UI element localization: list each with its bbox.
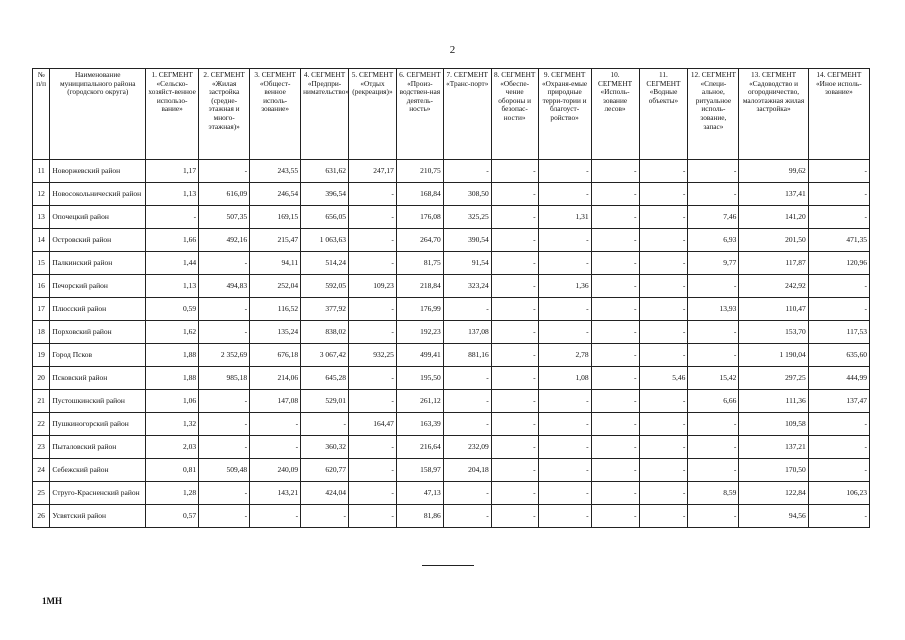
segment-value: - [688,160,739,183]
land-segment-table [32,68,870,528]
segment-value: - [491,482,538,505]
segment-value: - [538,390,591,413]
segment-value: 0,57 [146,505,199,528]
segment-value: - [591,252,639,275]
row-number: 13 [33,206,50,229]
segment-value: - [443,160,491,183]
segment-value: - [250,413,301,436]
row-number: 16 [33,275,50,298]
segment-value: 2,78 [538,344,591,367]
segment-value: 5,46 [639,367,688,390]
column-header: 4. СЕГМЕНТ «Предпри-нимательство» [301,69,349,160]
column-header: 5. СЕГМЕНТ «Отдых (рекреация)» [349,69,397,160]
segment-value: - [808,275,869,298]
segment-value: - [591,482,639,505]
segment-value: 494,83 [199,275,250,298]
segment-value: - [491,367,538,390]
segment-value: 2 352,69 [199,344,250,367]
segment-value: 163,39 [396,413,443,436]
segment-value: - [146,206,199,229]
segment-value: - [639,459,688,482]
segment-value: 91,54 [443,252,491,275]
segment-value: - [491,459,538,482]
table-row [33,436,870,459]
segment-value: 246,54 [250,183,301,206]
segment-value: 1,17 [146,160,199,183]
segment-value: 1,28 [146,482,199,505]
table-row [33,459,870,482]
segment-value: - [491,298,538,321]
segment-value: - [349,482,397,505]
segment-value: 1,08 [538,367,591,390]
segment-value: - [349,390,397,413]
segment-value: 631,62 [301,160,349,183]
column-header: 1. СЕГМЕНТ «Сельско-хозяйст-венное использо-вание» [146,69,199,160]
segment-value: 881,16 [443,344,491,367]
segment-value: - [443,367,491,390]
segment-value: - [443,505,491,528]
segment-value: - [199,298,250,321]
segment-value: - [639,390,688,413]
segment-value: 137,47 [808,390,869,413]
table-row [33,252,870,275]
segment-value: - [591,206,639,229]
segment-value: - [349,183,397,206]
segment-value: - [688,505,739,528]
segment-value: - [591,390,639,413]
column-header: 13. СЕГМЕНТ «Садоводство и огородничество, малоэтажная жилая застройка» [739,69,808,160]
segment-value: 99,62 [739,160,808,183]
segment-value: - [688,436,739,459]
segment-value: 529,01 [301,390,349,413]
segment-value: - [491,390,538,413]
segment-value: 592,05 [301,275,349,298]
column-header: 3. СЕГМЕНТ «Общест-венное исполь-зование» [250,69,301,160]
segment-value: - [639,321,688,344]
segment-value: 264,70 [396,229,443,252]
segment-value: - [591,275,639,298]
segment-value: - [301,505,349,528]
segment-value: - [349,252,397,275]
row-number: 23 [33,436,50,459]
segment-value: 377,92 [301,298,349,321]
segment-value: - [491,160,538,183]
segment-value: - [639,206,688,229]
segment-value: 247,17 [349,160,397,183]
table-row [33,160,870,183]
district-name: Псковский район [50,367,146,390]
row-number: 17 [33,298,50,321]
footer-divider [422,565,474,566]
table-row [33,390,870,413]
district-name: Пыталовский район [50,436,146,459]
column-header: 9. СЕГМЕНТ «Охраня-емые природные терри-тории и благоуст-ройство» [538,69,591,160]
segment-value: 1 063,63 [301,229,349,252]
column-header: 10. СЕГМЕНТ «Исполь-зование лесов» [591,69,639,160]
table-row [33,183,870,206]
segment-value: - [808,436,869,459]
segment-value: 1,44 [146,252,199,275]
segment-value: 3 067,42 [301,344,349,367]
segment-value: - [591,321,639,344]
column-header: № п/п [33,69,50,160]
segment-value: 1,32 [146,413,199,436]
segment-value: 1 190,04 [739,344,808,367]
district-name: Островский район [50,229,146,252]
segment-value: 111,36 [739,390,808,413]
segment-value: - [808,459,869,482]
column-header: 2. СЕГМЕНТ «Жилая застройка (средне-этажная и много-этажная)» [199,69,250,160]
column-header: 6. СЕГМЕНТ «Произ-водствен-ная деятель-ность» [396,69,443,160]
segment-value: - [808,183,869,206]
district-name: Порховский район [50,321,146,344]
segment-value: 176,99 [396,298,443,321]
segment-value: 985,18 [199,367,250,390]
segment-value: 110,47 [739,298,808,321]
segment-value: 325,25 [443,206,491,229]
segment-value: 164,47 [349,413,397,436]
column-header: 11. СЕГМЕНТ «Водные объекты» [639,69,688,160]
segment-value: 232,09 [443,436,491,459]
segment-value: 141,20 [739,206,808,229]
segment-value: - [538,298,591,321]
segment-value: 117,87 [739,252,808,275]
segment-value: 120,96 [808,252,869,275]
segment-value: 1,62 [146,321,199,344]
segment-value: 424,04 [301,482,349,505]
segment-value: 242,92 [739,275,808,298]
district-name: Печорский район [50,275,146,298]
segment-value: 444,99 [808,367,869,390]
segment-value: - [199,413,250,436]
table-row [33,229,870,252]
segment-value: 210,75 [396,160,443,183]
segment-value: - [443,298,491,321]
district-name: Город Псков [50,344,146,367]
segment-value: - [591,229,639,252]
segment-value: - [301,413,349,436]
segment-value: - [349,206,397,229]
row-number: 19 [33,344,50,367]
segment-value: - [199,482,250,505]
segment-value: 176,08 [396,206,443,229]
segment-value: 214,06 [250,367,301,390]
segment-value: - [538,252,591,275]
segment-value: 143,21 [250,482,301,505]
segment-value: - [688,275,739,298]
segment-value: - [349,367,397,390]
segment-value: 81,86 [396,505,443,528]
segment-value: - [443,390,491,413]
segment-value: - [199,505,250,528]
segment-value: 170,50 [739,459,808,482]
row-number: 26 [33,505,50,528]
district-name: Усвятский район [50,505,146,528]
segment-value: 109,58 [739,413,808,436]
segment-value: - [591,505,639,528]
segment-value: 158,97 [396,459,443,482]
segment-value: 7,46 [688,206,739,229]
segment-value: - [538,505,591,528]
segment-value: - [808,298,869,321]
district-name: Опочецкий район [50,206,146,229]
row-number: 22 [33,413,50,436]
row-number: 21 [33,390,50,413]
district-name: Струго-Красненский район [50,482,146,505]
segment-value: 252,04 [250,275,301,298]
segment-value: 1,88 [146,367,199,390]
segment-value: 153,70 [739,321,808,344]
segment-value: 8,59 [688,482,739,505]
segment-value: - [591,367,639,390]
segment-value: 6,66 [688,390,739,413]
segment-value: - [538,459,591,482]
segment-value: 243,55 [250,160,301,183]
segment-value: 215,47 [250,229,301,252]
segment-value: - [591,183,639,206]
segment-value: - [491,229,538,252]
segment-value: 297,25 [739,367,808,390]
segment-value: 135,24 [250,321,301,344]
segment-value: 932,25 [349,344,397,367]
column-header: 14. СЕГМЕНТ «Иное исполь-зование» [808,69,869,160]
segment-value: 1,06 [146,390,199,413]
segment-value: 396,54 [301,183,349,206]
segment-value: 6,93 [688,229,739,252]
row-number: 24 [33,459,50,482]
segment-value: - [199,390,250,413]
segment-value: - [591,413,639,436]
segment-value: 1,66 [146,229,199,252]
segment-value: 635,60 [808,344,869,367]
segment-value: 0,59 [146,298,199,321]
segment-value: - [591,436,639,459]
segment-value: - [591,344,639,367]
segment-value: - [538,482,591,505]
row-number: 14 [33,229,50,252]
table-row [33,321,870,344]
segment-value: 471,35 [808,229,869,252]
segment-value: - [808,413,869,436]
segment-value: 240,09 [250,459,301,482]
segment-value: - [639,252,688,275]
row-number: 15 [33,252,50,275]
segment-value: - [808,160,869,183]
segment-value: - [443,482,491,505]
segment-value: - [639,298,688,321]
segment-value: - [639,505,688,528]
segment-value: - [639,229,688,252]
column-header: 7. СЕГМЕНТ «Транс-порт» [443,69,491,160]
segment-value: 47,13 [396,482,443,505]
segment-value: - [688,344,739,367]
segment-value: - [538,183,591,206]
segment-value: 109,23 [349,275,397,298]
segment-value: - [349,436,397,459]
segment-value: - [491,275,538,298]
row-number: 12 [33,183,50,206]
segment-value: 9,77 [688,252,739,275]
segment-value: 514,24 [301,252,349,275]
table-body [33,160,870,528]
district-name: Себежский район [50,459,146,482]
segment-value: - [443,413,491,436]
segment-value: 94,11 [250,252,301,275]
segment-value: - [639,413,688,436]
segment-value: 676,18 [250,344,301,367]
segment-value: 116,52 [250,298,301,321]
segment-value: - [199,436,250,459]
segment-value: 323,24 [443,275,491,298]
table-row [33,413,870,436]
segment-value: 507,35 [199,206,250,229]
segment-value: - [491,436,538,459]
segment-value: - [591,298,639,321]
segment-value: - [199,321,250,344]
segment-value: 137,21 [739,436,808,459]
table-row [33,367,870,390]
segment-value: - [639,183,688,206]
segment-value: 13,93 [688,298,739,321]
page-number: 2 [449,44,456,56]
segment-value: 218,84 [396,275,443,298]
segment-value: 137,41 [739,183,808,206]
segment-value: - [639,436,688,459]
segment-value: - [808,206,869,229]
segment-value: - [349,321,397,344]
segment-value: 2,03 [146,436,199,459]
table-row [33,344,870,367]
segment-value: - [688,183,739,206]
segment-value: 81,75 [396,252,443,275]
segment-value: 620,77 [301,459,349,482]
footer-code: 1МН [42,596,62,606]
segment-value: 1,13 [146,275,199,298]
segment-value: 122,84 [739,482,808,505]
segment-value: 492,16 [199,229,250,252]
table-row [33,206,870,229]
row-number: 18 [33,321,50,344]
segment-value: 360,32 [301,436,349,459]
segment-value: 308,50 [443,183,491,206]
column-header: Наименование муниципального района (городского округа) [50,69,146,160]
segment-value: - [491,413,538,436]
segment-value: - [639,275,688,298]
segment-value: - [250,436,301,459]
segment-value: - [199,252,250,275]
segment-value: - [250,505,301,528]
segment-value: 204,18 [443,459,491,482]
segment-value: - [538,229,591,252]
segment-value: - [349,298,397,321]
segment-value: 201,50 [739,229,808,252]
table-row [33,505,870,528]
segment-value: - [688,321,739,344]
row-number: 25 [33,482,50,505]
row-number: 11 [33,160,50,183]
table-row [33,298,870,321]
segment-value: 147,08 [250,390,301,413]
segment-value: 1,31 [538,206,591,229]
segment-value: - [688,459,739,482]
segment-value: - [199,160,250,183]
segment-value: 216,64 [396,436,443,459]
segment-value: - [591,459,639,482]
segment-value: - [688,413,739,436]
segment-value: - [639,160,688,183]
segment-value: - [591,160,639,183]
district-name: Новосокольнический район [50,183,146,206]
segment-value: 0,81 [146,459,199,482]
segment-value: - [538,436,591,459]
column-header: 12. СЕГМЕНТ «Специ-альное, ритуальное исполь-зование, запас» [688,69,739,160]
segment-value: 261,12 [396,390,443,413]
segment-value: - [349,505,397,528]
segment-value: 1,36 [538,275,591,298]
segment-value: - [639,482,688,505]
segment-value: 168,84 [396,183,443,206]
segment-value: 390,54 [443,229,491,252]
segment-value: - [491,252,538,275]
row-number: 20 [33,367,50,390]
segment-value: - [538,321,591,344]
segment-value: - [491,206,538,229]
district-name: Пустошкинский район [50,390,146,413]
column-header: 8. СЕГМЕНТ «Обеспе-чение обороны и безопас-ности» [491,69,538,160]
district-name: Плюсский район [50,298,146,321]
segment-value: - [349,459,397,482]
segment-value: - [639,344,688,367]
table-row [33,482,870,505]
segment-value: 137,08 [443,321,491,344]
segment-value: - [538,413,591,436]
segment-value: - [808,505,869,528]
segment-value: 1,88 [146,344,199,367]
district-name: Пушкиногорский район [50,413,146,436]
segment-value: 169,15 [250,206,301,229]
segment-value: 94,56 [739,505,808,528]
segment-value: - [491,505,538,528]
segment-value: 499,41 [396,344,443,367]
segment-value: - [538,160,591,183]
segment-value: - [349,229,397,252]
segment-value: - [491,344,538,367]
table-header-row [33,69,870,160]
district-name: Новоржевский район [50,160,146,183]
segment-value: 1,13 [146,183,199,206]
segment-value: 509,48 [199,459,250,482]
segment-value: 192,23 [396,321,443,344]
segment-value: 838,02 [301,321,349,344]
table-row [33,275,870,298]
segment-value: 656,05 [301,206,349,229]
district-name: Палкинский район [50,252,146,275]
segment-value: 106,23 [808,482,869,505]
segment-value: - [491,183,538,206]
segment-value: 195,50 [396,367,443,390]
segment-value: - [491,321,538,344]
segment-value: 117,53 [808,321,869,344]
segment-value: 15,42 [688,367,739,390]
segment-value: 645,28 [301,367,349,390]
segment-value: 616,09 [199,183,250,206]
